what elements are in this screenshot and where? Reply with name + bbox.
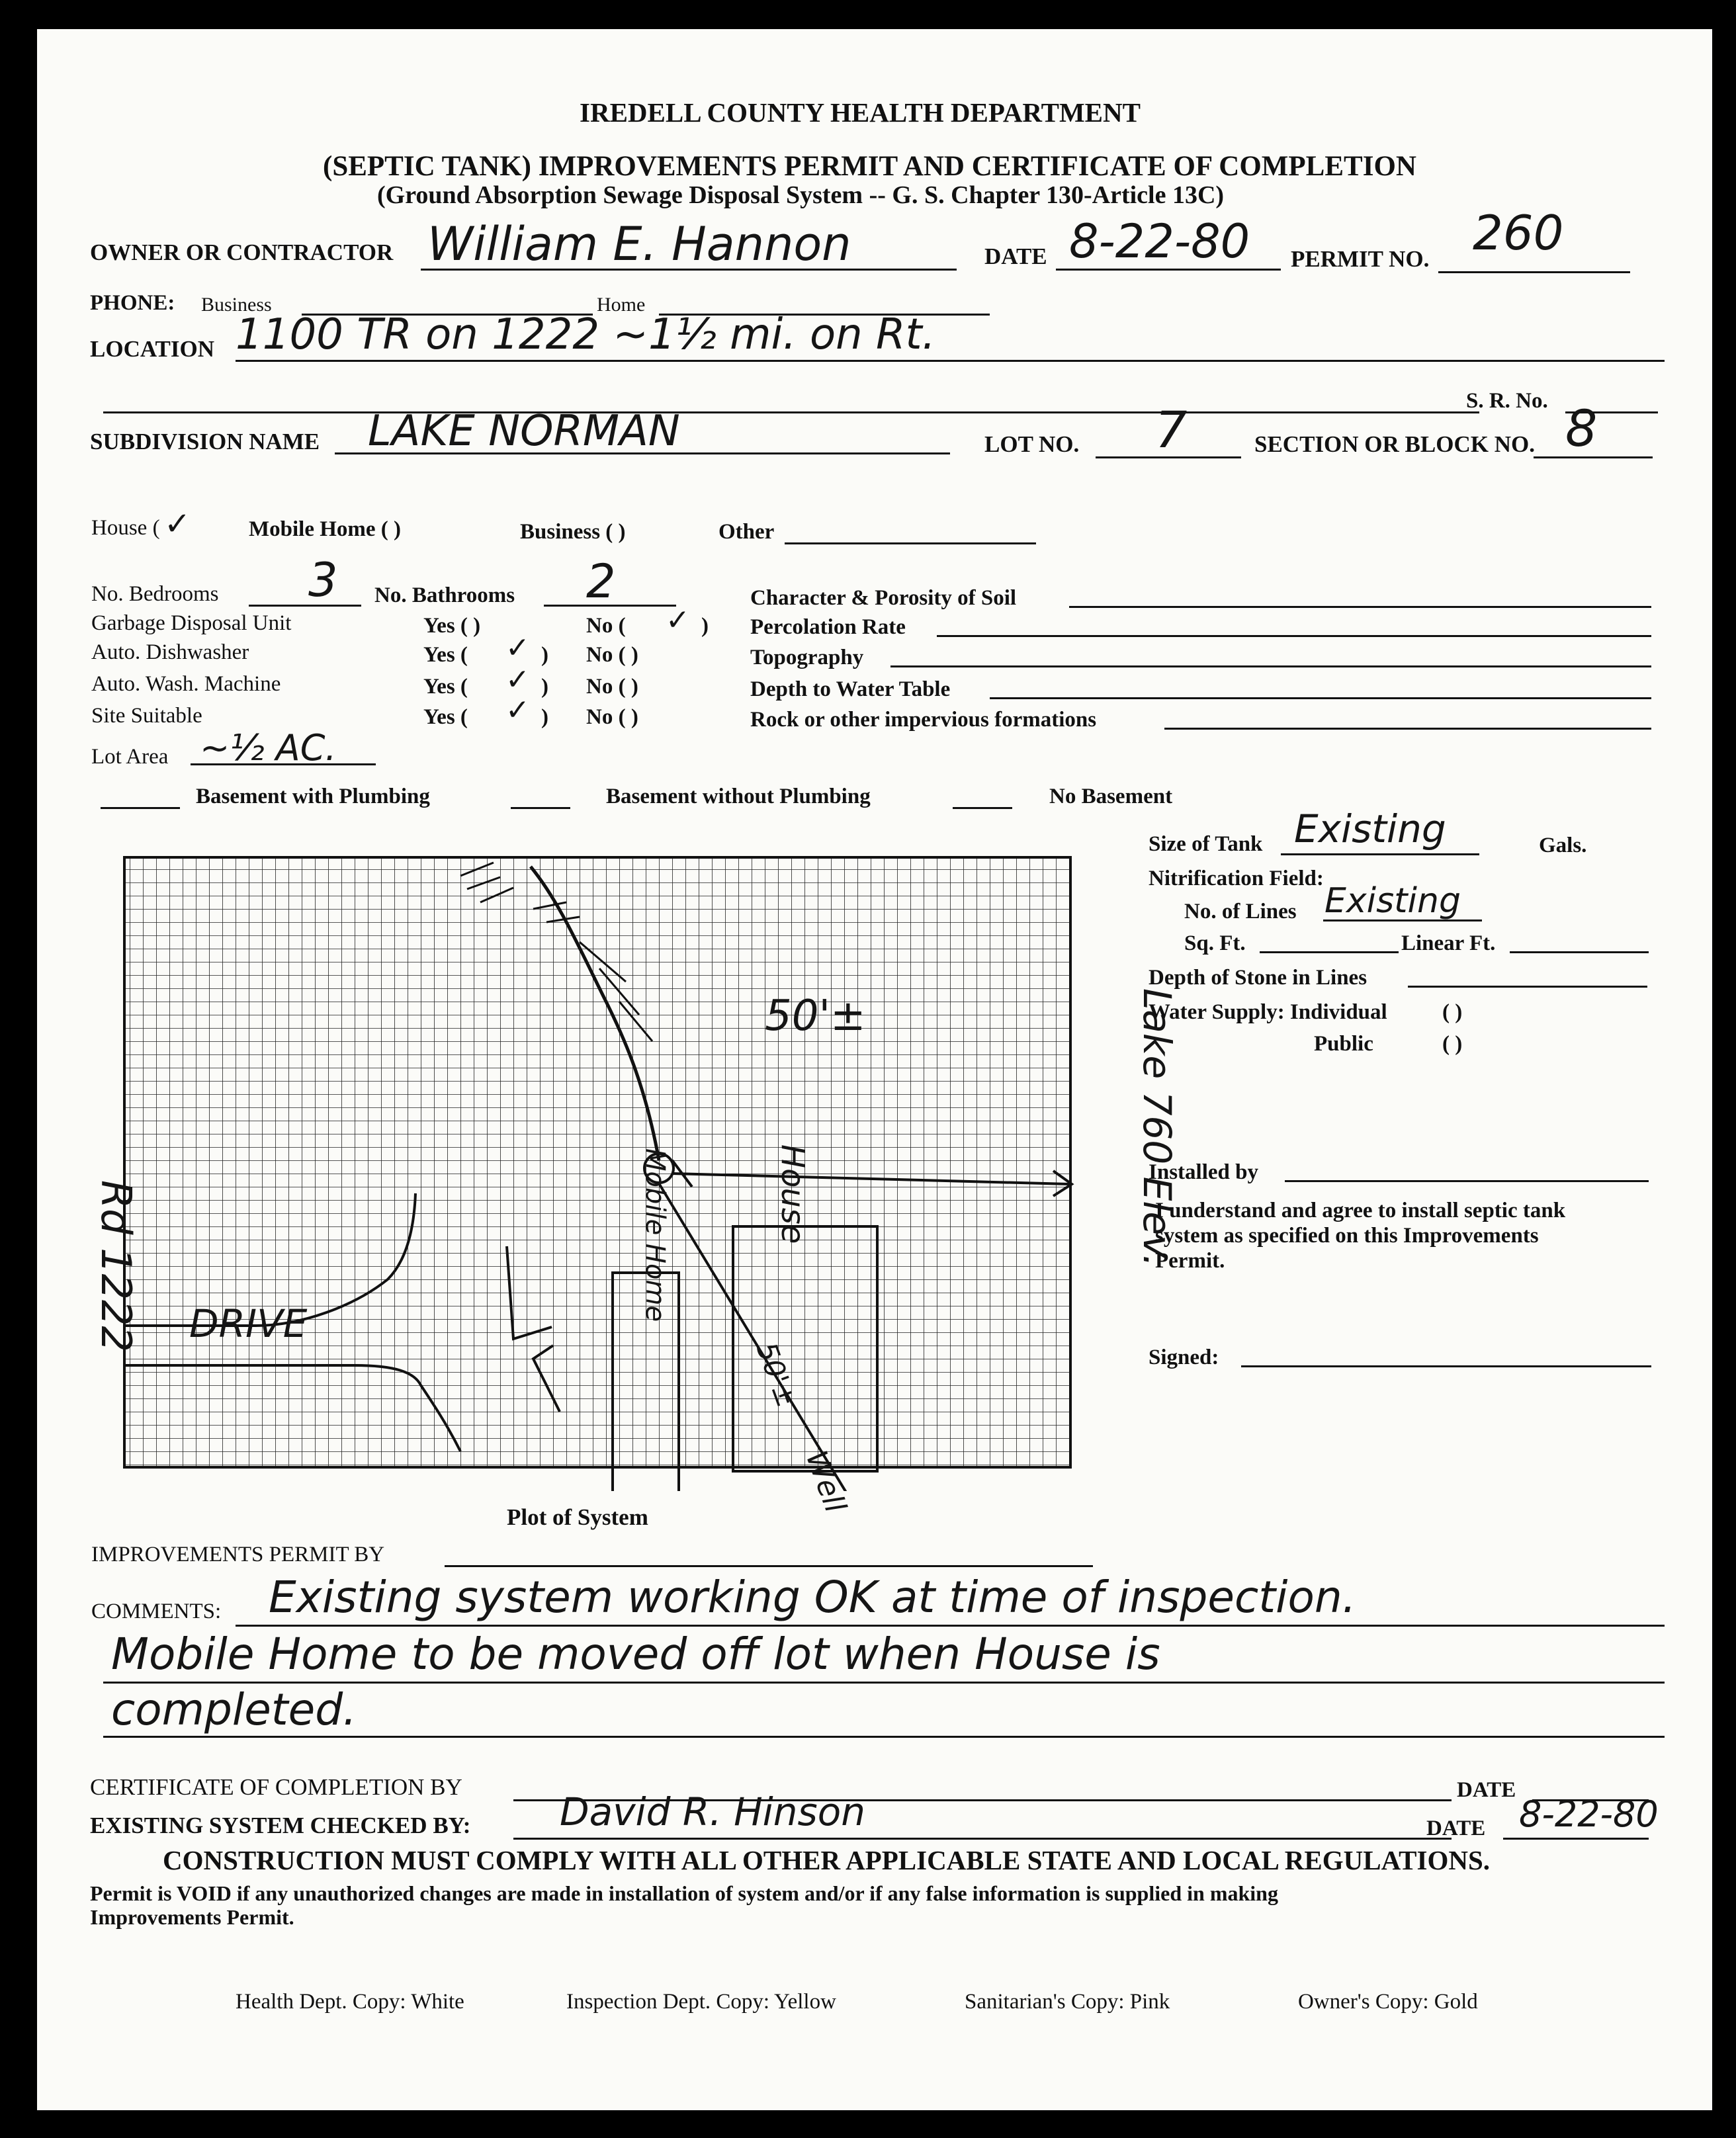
subdivision-label: SUBDIVISION NAME [90, 429, 320, 454]
certificate-date-label: DATE [1457, 1778, 1516, 1802]
form-subtitle: (Ground Absorption Sewage Disposal System -- G. S. Chapter 130-Article 13C) [377, 181, 1225, 209]
comments-line-2 [103, 1682, 1665, 1684]
date-value: 8-22-80 [1069, 214, 1250, 269]
sq-ft-line [1260, 951, 1399, 953]
bedrooms-line [249, 605, 361, 607]
no-of-lines-label: No. of Lines [1184, 900, 1297, 923]
no-of-lines-value: Existing [1324, 881, 1461, 921]
percolation-rate-label: Percolation Rate [750, 615, 906, 639]
house-label: House [774, 1144, 811, 1244]
comments-text-3: completed. [111, 1684, 357, 1735]
permit-no-line [1438, 271, 1630, 273]
dishwasher-yes-close: ) [541, 643, 548, 667]
certificate-label: CERTIFICATE OF COMPLETION BY [90, 1774, 462, 1800]
lot-no-label: LOT NO. [984, 431, 1080, 457]
permit-no-label: PERMIT NO. [1291, 246, 1430, 272]
wash-machine-yes: Yes ( [423, 675, 468, 699]
nitrification-label: Nitrification Field: [1149, 867, 1324, 890]
business-option: Business ( ) [520, 520, 626, 544]
tank-size-label: Size of Tank [1149, 832, 1263, 856]
rock-line [1164, 728, 1651, 730]
copy-owner: Owner's Copy: Gold [1298, 1990, 1478, 2014]
location-line-2 [103, 411, 1479, 413]
wash-machine-no: No ( ) [586, 675, 638, 699]
phone-business-label: Business [201, 294, 272, 316]
gals-label: Gals. [1539, 834, 1587, 857]
comments-line-1 [236, 1625, 1665, 1627]
site-suitable-yes-mark: ✓ [505, 693, 530, 727]
bathrooms-value: 2 [586, 554, 616, 609]
well-label: Well [799, 1446, 853, 1518]
checked-date-line [1503, 1838, 1649, 1840]
comments-line-3 [103, 1736, 1665, 1738]
wash-machine-label: Auto. Wash. Machine [91, 672, 281, 696]
water-supply-public-label: Public [1314, 1032, 1373, 1056]
site-suitable-no: No ( ) [586, 705, 638, 729]
copy-inspection-dept: Inspection Dept. Copy: Yellow [566, 1990, 836, 2014]
permit-form [37, 29, 1712, 2110]
topography-line [890, 665, 1651, 667]
construction-notice: CONSTRUCTION MUST COMPLY WITH ALL OTHER APPLICABLE STATE AND LOCAL REGULATIONS. [163, 1845, 1491, 1875]
sr-no-label: S. R. No. [1466, 389, 1548, 413]
bathrooms-label: No. Bathrooms [374, 583, 515, 607]
drive-label: DRIVE [189, 1301, 308, 1346]
garbage-disposal-no-mark: ✓ [666, 603, 690, 637]
improvements-permit-by-label: IMPROVEMENTS PERMIT BY [91, 1543, 385, 1566]
water-supply-public-box: ( ) [1442, 1032, 1463, 1056]
site-suitable-yes: Yes ( [423, 705, 468, 729]
location-label: LOCATION [90, 336, 214, 362]
subdivision-value: LAKE NORMAN [368, 407, 680, 456]
linear-ft-line [1510, 951, 1649, 953]
phone-label: PHONE: [90, 291, 175, 315]
void-notice-2: Improvements Permit. [90, 1905, 294, 1929]
checked-by-label: EXISTING SYSTEM CHECKED BY: [90, 1813, 471, 1838]
garbage-disposal-label: Garbage Disposal Unit [91, 611, 292, 635]
water-supply-label: Water Supply: Individual [1149, 1000, 1387, 1024]
checked-date-label: DATE [1426, 1817, 1486, 1840]
basement-without-label: Basement without Plumbing [606, 785, 871, 808]
checked-by-signature: David R. Hinson [560, 1789, 866, 1834]
lot-no-value: 7 [1155, 400, 1188, 459]
lake-label: Lake 760 Elev. [1135, 988, 1180, 1267]
garbage-disposal-yes: Yes ( ) [423, 614, 481, 638]
lot-area-value: ~½ AC. [200, 727, 337, 769]
other-line [785, 542, 1036, 544]
signed-label: Signed: [1149, 1346, 1219, 1369]
site-suitable-label: Site Suitable [91, 704, 202, 728]
garbage-disposal-no-close: ) [701, 614, 709, 638]
section-value: 8 [1565, 399, 1598, 458]
water-supply-individual-box: ( ) [1442, 1000, 1463, 1024]
garbage-disposal-no: No ( [586, 614, 626, 638]
comments-label: COMMENTS: [91, 1600, 222, 1623]
tank-size-line [1281, 853, 1479, 855]
dishwasher-yes-mark: ✓ [505, 631, 530, 665]
signed-line [1241, 1365, 1651, 1367]
water-table-label: Depth to Water Table [750, 677, 951, 701]
copy-health-dept: Health Dept. Copy: White [236, 1990, 464, 2014]
plot-caption: Plot of System [507, 1504, 648, 1530]
other-option: Other [718, 520, 775, 544]
checked-by-line [513, 1838, 1452, 1840]
house-option: House ( [91, 516, 160, 540]
department-heading: IREDELL COUNTY HEALTH DEPARTMENT [580, 97, 1141, 128]
agreement-line-3: Permit. [1155, 1249, 1225, 1273]
comments-text-1: Existing system working OK at time of inspection. [269, 1572, 1356, 1623]
copy-sanitarian: Sanitarian's Copy: Pink [965, 1990, 1170, 2014]
tank-size-value: Existing [1294, 806, 1446, 851]
dishwasher-label: Auto. Dishwasher [91, 640, 249, 664]
location-value: 1100 TR on 1222 ~1½ mi. on Rt. [236, 310, 935, 359]
void-notice-1: Permit is VOID if any unauthorized changes are made in installation of system and/or if any false information is supplied in making [90, 1881, 1278, 1905]
wash-machine-yes-close: ) [541, 675, 548, 699]
topography-label: Topography [750, 646, 864, 669]
plot-grid [77, 803, 1082, 1491]
sq-ft-label: Sq. Ft. [1184, 931, 1246, 955]
improvements-permit-by-line [445, 1565, 1093, 1567]
agreement-line-1: I understand and agree to install septic tank [1155, 1199, 1566, 1222]
phone-home-label: Home [597, 294, 646, 316]
soil-porosity-line [1069, 606, 1651, 608]
well-distance: 50'± [750, 1338, 804, 1412]
bedrooms-label: No. Bedrooms [91, 582, 219, 606]
section-label: SECTION OR BLOCK NO. [1254, 431, 1535, 457]
checked-date-value: 8-22-80 [1519, 1793, 1659, 1835]
linear-ft-label: Linear Ft. [1401, 931, 1496, 955]
date-line [1056, 269, 1281, 271]
comments-text-2: Mobile Home to be moved off lot when House is [111, 1629, 1160, 1680]
date-label: DATE [984, 243, 1047, 269]
lake-distance: 50'± [765, 992, 866, 1041]
percolation-rate-line [937, 635, 1651, 637]
owner-label: OWNER OR CONTRACTOR [90, 239, 394, 265]
soil-porosity-label: Character & Porosity of Soil [750, 586, 1017, 610]
lot-area-label: Lot Area [91, 745, 169, 769]
installed-by-label: Installed by [1149, 1160, 1258, 1184]
wash-machine-yes-mark: ✓ [505, 663, 530, 697]
permit-no-value: 260 [1473, 205, 1564, 261]
basement-with-label: Basement with Plumbing [196, 785, 430, 808]
water-table-line [990, 697, 1651, 699]
stone-depth-line [1408, 986, 1647, 988]
installed-by-line [1285, 1180, 1649, 1182]
stone-depth-label: Depth of Stone in Lines [1149, 966, 1367, 990]
dishwasher-no: No ( ) [586, 643, 638, 667]
bedrooms-value: 3 [308, 553, 338, 607]
agreement-line-2: system as specified on this Improvements [1155, 1224, 1539, 1248]
location-line [236, 360, 1665, 362]
owner-value: William E. Hannon [427, 217, 851, 271]
no-basement-label: No Basement [1049, 785, 1173, 808]
site-suitable-yes-close: ) [541, 705, 548, 729]
rock-label: Rock or other impervious formations [750, 708, 1097, 732]
mobile-home-label: Mobile Home [640, 1148, 670, 1322]
form-title: (SEPTIC TANK) IMPROVEMENTS PERMIT AND CERTIFICATE OF COMPLETION [323, 151, 1416, 182]
road-label: Rd 1222 [92, 1180, 140, 1352]
dishwasher-yes: Yes ( [423, 643, 468, 667]
mobile-home-option: Mobile Home ( ) [249, 517, 402, 541]
house-check-mark: ✓ [164, 505, 191, 542]
